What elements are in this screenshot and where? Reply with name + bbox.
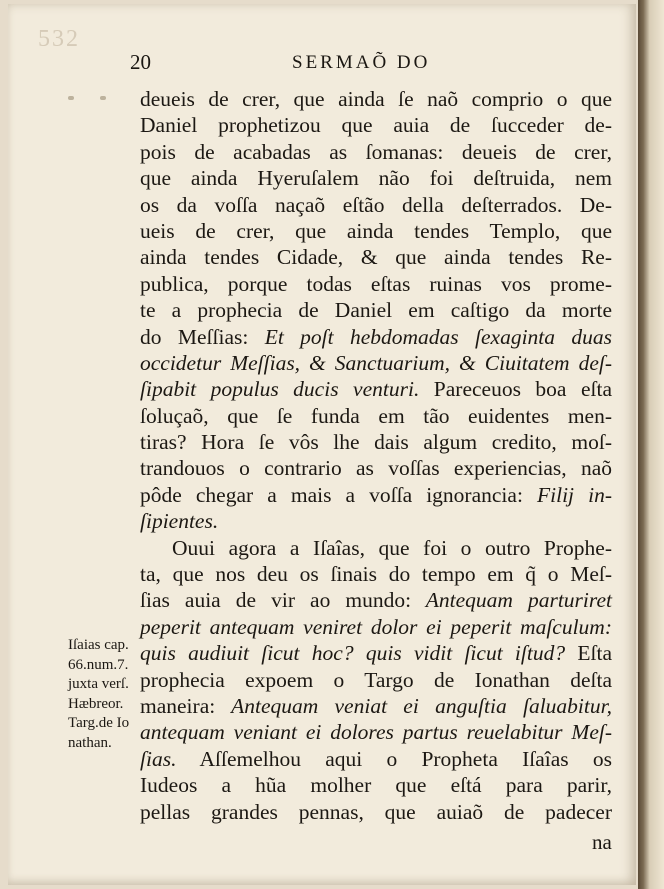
text-run: Aſſemelhou aqui o Propheta Iſaîas os: [176, 746, 612, 771]
text-line: [140, 535, 612, 561]
margin-note-line: juxta verſ.: [68, 676, 129, 692]
text-line: [140, 719, 612, 745]
book-page: [8, 4, 636, 885]
text-line: [140, 86, 612, 112]
italic-quote: Filij in-: [522, 482, 612, 507]
text-run: ta, que nos deu os ſinais do tempo em q̃ o Meſ-: [140, 562, 612, 587]
italic-quote: peperit antequam veniret dolor ei peperit maſculum:: [140, 614, 612, 639]
text-run: Pareceuos boa eſta: [419, 377, 612, 402]
text-run: Daniel prophetizou que auia de ſucceder de-: [140, 113, 612, 138]
margin-note-line: 66.num.7.: [68, 656, 129, 673]
text-line: [140, 271, 612, 297]
text-line: [140, 667, 612, 693]
italic-quote: Antequam veniat ei anguſtia ſaluabitur,: [215, 693, 612, 718]
text-run: Iudeos a hũa molher que eſtá para parir,: [140, 773, 612, 798]
text-run: prophecia expoem o Targo de Ionathan deſta: [140, 667, 612, 692]
text-line: [140, 244, 612, 270]
text-run: tiras? Hora ſe vôs lhe dais algum credito, moſ-: [140, 430, 612, 455]
text-line: [140, 112, 612, 138]
italic-quote: ſipabit populus ducis venturi.: [140, 377, 420, 402]
text-run: pellas grandes pennas, que auiaõ de padecer: [140, 799, 612, 824]
text-line: [140, 297, 612, 323]
margin-note-line: Targ.de Io: [68, 715, 130, 731]
text-run: Eſta: [565, 641, 613, 666]
text-run: Ouui agora a Iſaîas, que foi o outro Prophe-: [172, 535, 612, 560]
text-line: [140, 165, 612, 191]
text-line: [140, 587, 612, 613]
text-run: deueis de crer, que ainda ſe naõ comprio o que: [140, 87, 612, 111]
text-run: te a prophecia de Daniel em caſtigo da morte: [140, 298, 612, 323]
margin-note: [68, 636, 148, 753]
italic-quote: Et poſt hebdomadas ſexaginta duas: [248, 324, 612, 349]
italic-quote: ſipientes.: [140, 509, 219, 534]
text-line: [140, 376, 612, 402]
text-line: [140, 429, 612, 455]
body-text: [140, 86, 612, 825]
running-head: SERMAÕ DO: [292, 52, 431, 73]
page-header: [8, 46, 636, 76]
text-line: [140, 192, 612, 218]
text-run: pôde chegar a mais a voſſa ignorancia:: [140, 482, 523, 507]
text-line: [140, 561, 612, 587]
text-line: [140, 693, 612, 719]
text-line: [140, 614, 612, 640]
text-run: ſias auia de vir ao mundo:: [140, 588, 412, 613]
catchword: na: [592, 830, 612, 854]
ghost-page-number: 532: [38, 26, 80, 52]
text-run: maneira:: [140, 693, 216, 718]
text-run: publica, porque todas eſtas ruinas vos prome-: [140, 271, 612, 296]
text-line: [140, 482, 612, 508]
text-run: que ainda Hyeruſalem não foi deſtruida, nem: [140, 166, 612, 191]
text-line: [140, 455, 612, 481]
italic-quote: ſias.: [140, 746, 177, 771]
italic-quote: Antequam parturiret: [411, 588, 612, 613]
ink-spot: [100, 96, 106, 100]
margin-note-line: Hæbreor.: [68, 695, 124, 712]
text-run: os da voſſa naçaõ eſtão della deſterrados. De-: [140, 192, 612, 217]
text-line: [140, 772, 612, 798]
text-line: [140, 403, 612, 429]
text-line: [140, 350, 612, 376]
page-number: 20: [130, 50, 151, 74]
page-edge: [638, 0, 664, 889]
text-run: do Meſſias:: [140, 324, 249, 349]
italic-quote: quis audiuit ſicut hoc? quis vidit ſicut iſtud?: [140, 641, 566, 666]
text-line: [140, 139, 612, 165]
text-line: [140, 640, 612, 666]
italic-quote: antequam veniant ei dolores partus reuelabitur Meſ-: [140, 720, 612, 745]
text-line: [140, 218, 612, 244]
italic-quote: occidetur Meſſias, & Sanctuarium, & Ciuitatem deſ-: [140, 350, 612, 375]
text-run: pois de acabadas as ſomanas: deueis de crer,: [140, 139, 612, 164]
text-run: ſoluçaõ, que ſe funda em tão euidentes men-: [140, 403, 612, 428]
text-run: ueis de crer, que ainda tendes Templo, que: [140, 218, 612, 243]
margin-note-line: Iſaias cap.: [68, 637, 129, 653]
text-run: trandouos o contrario as voſſas experiencias, naõ: [140, 456, 612, 481]
text-line: [140, 324, 612, 350]
text-run: ainda tendes Cidade, & que ainda tendes Re-: [140, 245, 612, 270]
ink-spot: [68, 96, 74, 100]
text-line: [140, 508, 612, 534]
margin-note-line: nathan.: [68, 734, 112, 751]
text-line: [140, 746, 612, 772]
text-line: [140, 799, 612, 825]
